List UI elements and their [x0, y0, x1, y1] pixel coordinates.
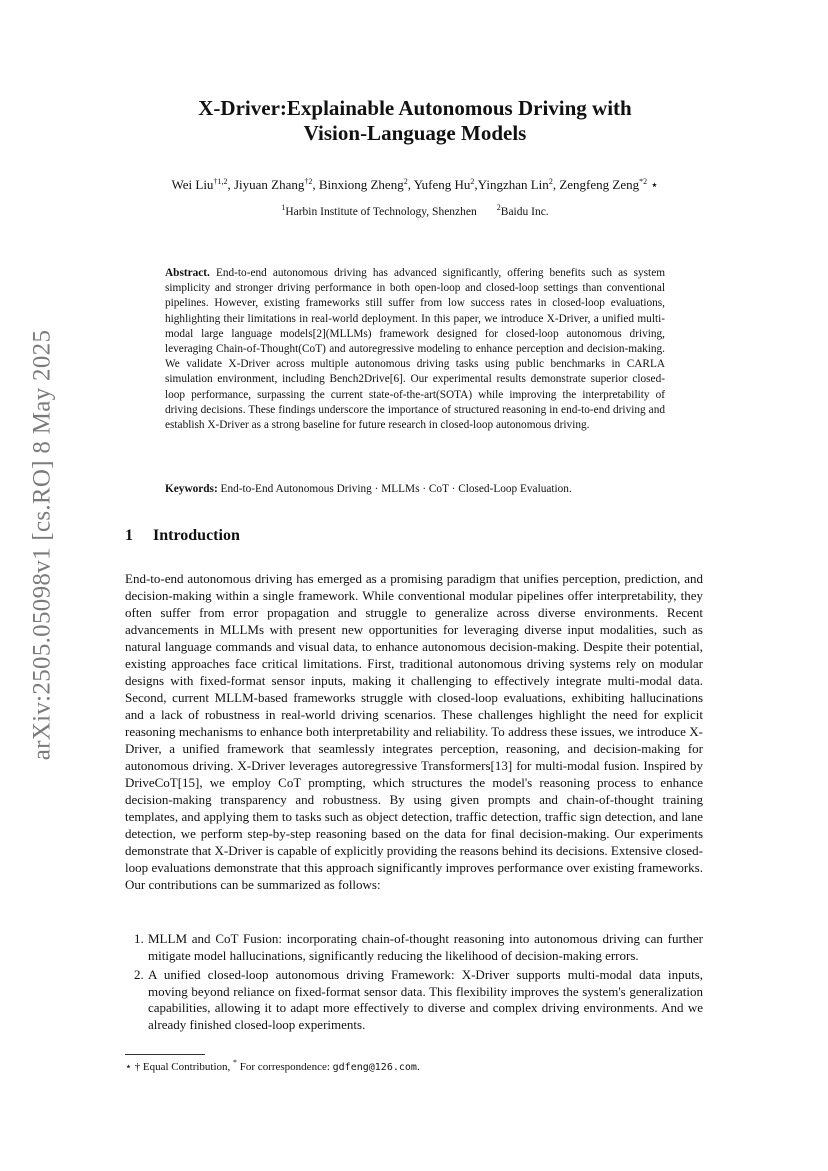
- paper-title: [120, 96, 710, 146]
- arxiv-identifier-stamp: [22, 329, 62, 761]
- keywords-text: End-to-End Autonomous Driving · MLLMs · CoT · Closed-Loop Evaluation.: [220, 483, 572, 495]
- list-item-text: A unified closed-loop autonomous driving Framework: X-Driver supports multi-modal data inputs, moving beyond reliance on fixed-format sensor data. This flexibility improves the system's generalization capabilities, allowing it to adapt more effectively to diverse and complex driving environments. And we already finished closed-loop experiments.: [148, 967, 703, 1032]
- footnote: ⋆ † Equal Contribution, * For correspondence: gdfeng@126.com.: [125, 1058, 420, 1073]
- author: Yingzhan Lin$^2$: [477, 177, 553, 192]
- arxiv-id: arXiv:2505.05098v1 [cs.RO] 8 May 2025: [28, 329, 55, 761]
- affiliation: $^1$Harbin Institute of Technology, Shenzhen: [281, 203, 477, 218]
- list-marker: 2.: [134, 967, 144, 983]
- footnote-rule: [125, 1054, 205, 1055]
- title-line-2: Vision-Language Models: [303, 121, 527, 145]
- contributions-list: [125, 931, 703, 1037]
- author-star-marker: ⋆: [650, 177, 659, 192]
- affiliation: $^2$Baidu Inc.: [496, 203, 549, 218]
- author-list: Wei Liu$^{\dagger 1,2}$, Jiyuan Zhang$^{\dagger 2}$, Binxiong Zheng$^2$, Yufeng Hu$^2$,Yingzhan Lin$^2$, Zengfeng Zeng$^{*2}$ ⋆: [171, 177, 659, 192]
- footnote-equal-contribution: Equal Contribution,: [142, 1061, 231, 1073]
- keywords: [165, 482, 665, 497]
- section-title: Introduction: [153, 527, 240, 544]
- author: Binxiong Zheng$^2$: [318, 177, 408, 192]
- footnote-marks: ⋆ †: [125, 1061, 141, 1073]
- author: Zengfeng Zeng$^{*2}$: [559, 177, 648, 192]
- section-heading: [125, 527, 240, 545]
- author: Yufeng Hu$^2$: [413, 177, 475, 192]
- author: Jiyuan Zhang$^{\dagger 2}$: [233, 177, 313, 192]
- keywords-label: Keywords:: [165, 483, 218, 495]
- list-item-text: MLLM and CoT Fusion: incorporating chain-of-thought reasoning into autonomous driving can further mitigate model hallucinations, significantly reducing the likelihood of decision-making errors.: [148, 931, 703, 963]
- introduction-paragraph: End-to-end autonomous driving has emerged as a promising paradigm that unifies perception, prediction, and decision-making within a single framework. While conventional modular pipelines offer interpretability, they often suffer from error propagation and struggle to generalize across diverse environments. Recent advancements in MLLMs with present new opportunities for leveraging diverse input modalities, such as natural language commands and visual data, to enhance autonomous decision-making. Despite their potential, existing approaches face critical limitations. First, traditional autonomous driving systems rely on modular designs with fixed-format sensor inputs, making it challenging to effectively integrate multi-modal data. Second, current MLLM-based frameworks struggle with closed-loop evaluations, exhibiting hallucinations and a lack of robustness in real-world driving scenarios. These challenges highlight the need for explicit reasoning mechanisms to enhance both interpretability and reliability. To address these issues, we introduce X-Driver, a unified framework that seamlessly integrates perception, reasoning, and decision-making for autonomous driving. X-Driver leverages autoregressive Transformers[13] for multi-modal fusion. Inspired by DriveCoT[15], we employ CoT prompting, which structures the model's reasoning process to enhance decision-making transparency and robustness. By using given prompts and chain-of-thought training templates, and applying them to tasks such as object detection, traffic detection, traffic sign detection, and lane detection, we perform step-by-step reasoning based on the data for final decision-making. Our experiments demonstrate that X-Driver is capable of explicitly providing the reasons behind its decisions. Extensive closed-loop evaluations demonstrate that this approach significantly improves performance over existing frameworks. Our contributions can be summarized as follows:: [125, 571, 703, 892]
- title-line-1: X-Driver:Explainable Autonomous Driving with: [198, 96, 632, 120]
- abstract: [165, 266, 665, 433]
- list-marker: 1.: [134, 931, 144, 946]
- footnote-email: gdfeng@126.com: [332, 1062, 417, 1073]
- abstract-label: Abstract.: [165, 267, 210, 279]
- list-item: [125, 967, 703, 1033]
- footnote-corr-mark: *: [233, 1058, 238, 1067]
- abstract-text: End-to-end autonomous driving has advanced significantly, offering benefits such as system simplicity and stronger driving performance in both open-loop and closed-loop settings than conventional pipelines. However, existing frameworks still suffer from low success rates in closed-loop evaluations, highlighting their limitations in real-world deployment. In this paper, we introduce X-Driver, a unified multi-modal large language models[2](MLLMs) framework designed for closed-loop autonomous driving, leveraging Chain-of-Thought(CoT) and autoregressive modeling to enhance perception and decision-making. We validate X-Driver across multiple autonomous driving tasks using public benchmarks in CARLA simulation environment, including Bench2Drive[6]. Our experimental results demonstrate superior closed-loop performance, surpassing the current state-of-the-art(SOTA) while improving the interpretability of driving decisions. These findings underscore the importance of structured reasoning in end-to-end driving and establish X-Driver as a strong baseline for future research in closed-loop autonomous driving.: [165, 267, 666, 432]
- author: Wei Liu$^{\dagger 1,2}$: [171, 177, 228, 192]
- list-item: [125, 931, 703, 964]
- affiliations: [120, 204, 710, 220]
- section-number: 1: [125, 527, 133, 544]
- footnote-corr-text: For correspondence:: [239, 1061, 330, 1073]
